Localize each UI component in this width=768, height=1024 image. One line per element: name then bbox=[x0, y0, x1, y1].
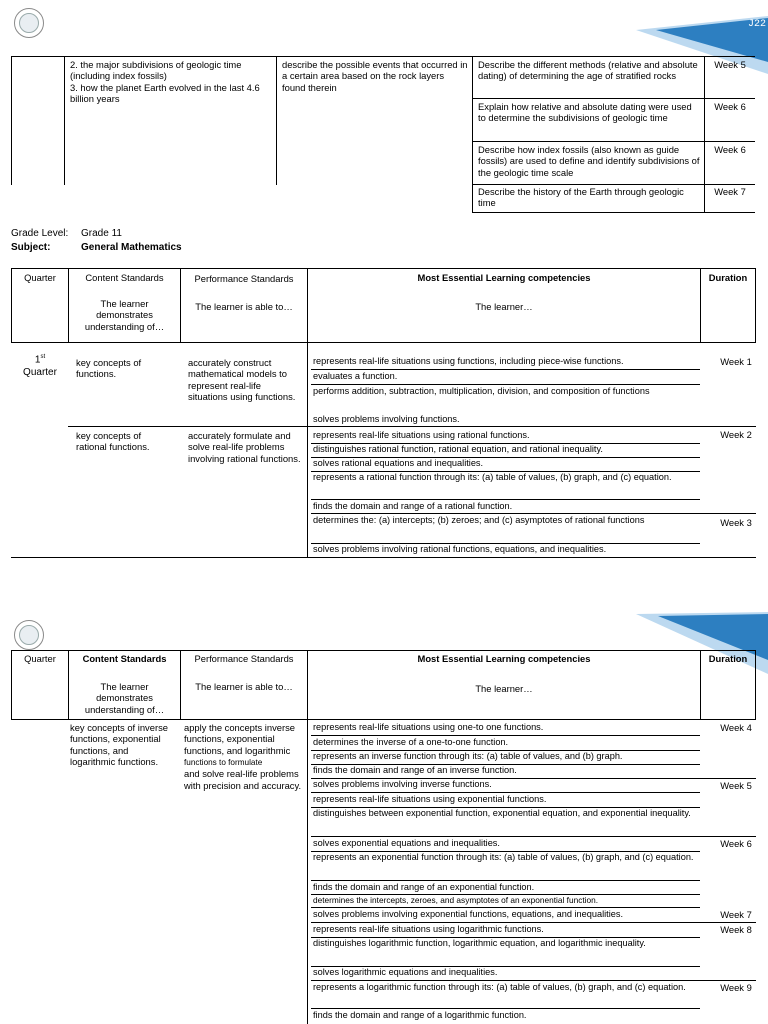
top-competency-2: Explain how relative and absolute dating were used to determine the subdivisions of geologic time bbox=[478, 101, 692, 124]
header-performance-sub: The learner is able to… bbox=[195, 301, 293, 312]
grade-level-label: Grade Level: bbox=[11, 228, 69, 239]
competency: represents real-life situations using functions, including piece-wise functions. bbox=[313, 356, 624, 366]
content-standard-rational-functions: key concepts of rational functions. bbox=[76, 430, 150, 453]
competency: solves problems involving functions. bbox=[313, 414, 460, 424]
header-performance-sub: The learner is able to… bbox=[195, 681, 293, 692]
week-label: Week 2 bbox=[720, 429, 752, 440]
top-week-3: Week 6 bbox=[714, 144, 746, 155]
header-performance-standards: Performance Standards bbox=[194, 653, 294, 664]
deped-seal-icon bbox=[14, 620, 44, 650]
competency: finds the domain and range of a logarithmic function. bbox=[313, 1010, 527, 1020]
competency: represents real-life situations using rational functions. bbox=[313, 430, 530, 440]
subject-value: General Mathematics bbox=[81, 242, 182, 253]
header-melc: Most Essential Learning competencies bbox=[417, 272, 591, 283]
competency: determines the inverse of a one-to-one function. bbox=[313, 737, 509, 747]
top-content-standard: 2. the major subdivisions of geologic time (including index fossils) 3. how the planet Earth evolved in the last 4.6 billion years bbox=[70, 59, 260, 105]
header-content-standards: Content Standards bbox=[85, 272, 164, 283]
competency: represents real-life situations using logarithmic functions. bbox=[313, 924, 544, 934]
competency: evaluates a function. bbox=[313, 371, 398, 381]
performance-standard-functions: accurately construct mathematical models to represent real-life situations using functions. bbox=[188, 357, 296, 403]
week-label: Week 9 bbox=[720, 982, 752, 993]
competency: represents real-life situations using one-to one functions. bbox=[313, 722, 544, 732]
deped-seal-icon bbox=[14, 8, 44, 38]
competency: finds the domain and range of an inverse function. bbox=[313, 765, 517, 775]
header-duration: Duration bbox=[708, 653, 748, 664]
competency: distinguishes logarithmic function, logarithmic equation, and logarithmic inequality. bbox=[313, 938, 646, 948]
top-performance-standard: describe the possible events that occurred in a certain area based on the rock layers found therein bbox=[282, 59, 468, 93]
top-competency-1: Describe the different methods (relative and absolute dating) of determining the age of stratified rocks bbox=[478, 59, 698, 82]
competency: finds the domain and range of an exponential function. bbox=[313, 882, 535, 892]
week-label: Week 1 bbox=[720, 356, 752, 367]
competency: represents real-life situations using exponential functions. bbox=[313, 794, 547, 804]
competency: solves problems involving rational functions, equations, and inequalities. bbox=[313, 544, 607, 554]
content-standard-functions: key concepts of functions. bbox=[76, 357, 142, 380]
competency: represents a rational function through its: (a) table of values, (b) graph, and (c) equation. bbox=[313, 472, 672, 482]
competency: distinguishes rational function, rational equation, and rational inequality. bbox=[313, 444, 603, 454]
header-performance-standards: Performance Standards bbox=[194, 273, 294, 284]
header-melc: Most Essential Learning competencies bbox=[417, 653, 591, 664]
week-label: Week 8 bbox=[720, 924, 752, 935]
competency: represents an inverse function through its: (a) table of values, and (b) graph. bbox=[313, 751, 623, 761]
competency: distinguishes between exponential function, exponential equation, and exponential inequality. bbox=[313, 808, 691, 818]
quarter-label: 1st Quarter bbox=[23, 354, 57, 378]
competency: determines the: (a) intercepts; (b) zeroes; and (c) asymptotes of rational functions bbox=[313, 515, 645, 525]
competency: solves rational equations and inequalities. bbox=[313, 458, 484, 468]
top-competency-4: Describe the history of the Earth through geologic time bbox=[478, 186, 684, 209]
header-quarter: Quarter bbox=[24, 272, 56, 283]
week-label: Week 3 bbox=[720, 517, 752, 528]
header-quarter: Quarter bbox=[24, 653, 56, 664]
week-label: Week 5 bbox=[720, 780, 752, 791]
header-melc-sub: The learner… bbox=[475, 301, 533, 312]
header-duration: Duration bbox=[708, 272, 748, 283]
competency: performs addition, subtraction, multiplication, division, and composition of functions bbox=[313, 386, 650, 396]
top-week-1: Week 5 bbox=[714, 59, 746, 70]
top-competency-3: Describe how index fossils (also known as guide fossils) are used to define and identify subdivisions of the geologic time scale bbox=[478, 144, 700, 178]
top-week-2: Week 6 bbox=[714, 101, 746, 112]
header-content-standards: Content Standards bbox=[82, 653, 167, 664]
week-label: Week 4 bbox=[720, 722, 752, 733]
grade-level-value: Grade 11 bbox=[81, 228, 122, 239]
competency: solves logarithmic equations and inequalities. bbox=[313, 967, 498, 977]
top-week-4: Week 7 bbox=[714, 186, 746, 197]
page-code: J22 bbox=[747, 19, 766, 30]
header-content-sub: The learner demonstrates understanding of… bbox=[84, 681, 165, 715]
competency: represents a logarithmic function through its: (a) table of values, (b) graph, and (c) equation. bbox=[313, 982, 686, 992]
competency: finds the domain and range of a rational function. bbox=[313, 501, 513, 511]
subject-label: Subject: bbox=[11, 242, 51, 253]
competency: solves exponential equations and inequalities. bbox=[313, 838, 500, 848]
performance-standard-inverse-exp-log: apply the concepts inverse functions, exponential functions, and logarithmic functions to formulate and solve real-life problems with precision and accuracy. bbox=[184, 722, 302, 791]
competency: solves problems involving exponential functions, equations, and inequalities. bbox=[313, 909, 624, 919]
competency: determines the intercepts, zeroes, and asymptotes of an exponential function. bbox=[313, 896, 599, 905]
content-standard-inverse-exp-log: key concepts of inverse functions, exponential functions, and logarithmic functions. bbox=[70, 722, 168, 768]
header-melc-sub: The learner… bbox=[475, 683, 533, 694]
performance-standard-rational-functions: accurately formulate and solve real-life problems involving rational functions. bbox=[188, 430, 301, 464]
competency: represents an exponential function through its: (a) table of values, (b) graph, and (c) equation. bbox=[313, 852, 694, 862]
week-label: Week 6 bbox=[720, 838, 752, 849]
competency: solves problems involving inverse functions. bbox=[313, 779, 492, 789]
header-content-sub: The learner demonstrates understanding of… bbox=[84, 298, 165, 332]
week-label: Week 7 bbox=[720, 909, 752, 920]
